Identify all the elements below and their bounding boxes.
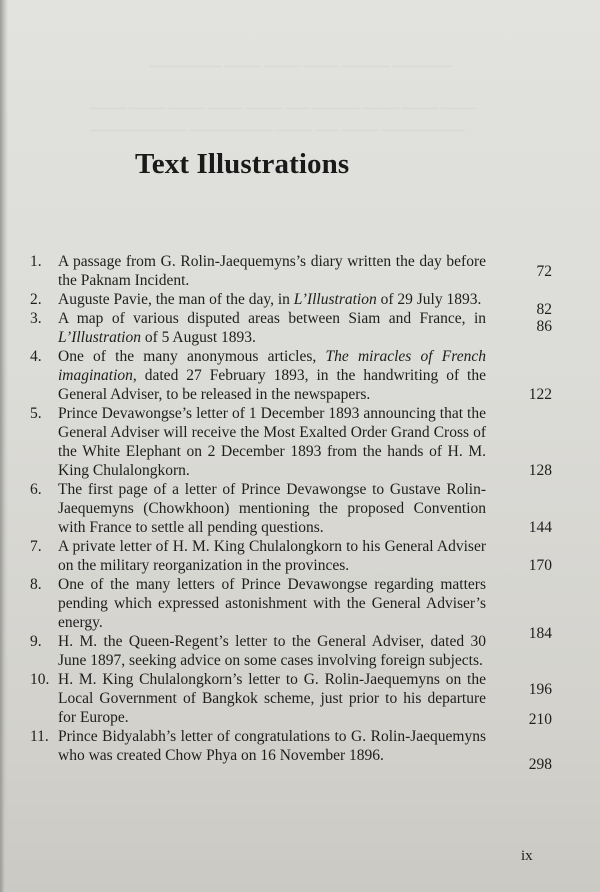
list-item (30, 670, 580, 727)
entry-number: 6. (30, 481, 42, 498)
list-item (30, 309, 580, 347)
entry-page: 170 (528, 557, 552, 574)
entry-text: Auguste Pavie, the man of the day, in L’Illustration of 29 July 1893. (58, 291, 482, 308)
entry-text: One of the many anonymous articles, The miracles of French imagination, dated 27 February 1893, in the handwriting of the General Adviser, to be released in the newspapers. (58, 348, 486, 403)
entry-text: H. M. King Chulalongkorn’s letter to G. Rolin-Jaequemyns on the Local Government of Bangkok scheme, just prior to his departure for Europe. (58, 671, 486, 726)
entry-page: 144 (528, 519, 552, 536)
entry-number: 10. (30, 671, 50, 688)
page-title: Text Illustrations (135, 148, 350, 180)
page-number: ix (521, 848, 533, 864)
entry-number: 4. (30, 348, 42, 365)
show-through-text: ——— ——— ——— ———— —— ——— ——— ——— ——— ——— (90, 100, 477, 114)
entry-number: 5. (30, 405, 42, 422)
page-binding-shadow (0, 0, 8, 892)
entry-page: 298 (528, 756, 552, 773)
list-item (30, 347, 580, 404)
entry-page: 184 (528, 625, 552, 642)
list-item (30, 727, 580, 773)
entry-page: 86 (536, 318, 552, 335)
entry-page: 122 (528, 386, 552, 403)
list-item (30, 252, 580, 290)
show-through-text: ————— ———— ——— ——— ——— —————— (150, 58, 453, 72)
entry-page: 210 (528, 711, 552, 728)
list-item (30, 404, 580, 480)
entry-page: 196 (528, 681, 552, 698)
entry-page: 72 (536, 263, 552, 280)
entry-text: Prince Bidyalabh’s letter of congratulations to G. Rolin-Jaequemyns who was created Chow Phya on 16 November 1896. (58, 728, 486, 764)
show-through-text: ——————— ——— —— ——— ——————— ———————— (90, 122, 465, 136)
entry-number: 1. (30, 253, 42, 270)
entry-text: The first page of a letter of Prince Devawongse to Gustave Rolin-Jaequemyns (Chowkhoon) mentioning the proposed Convention with France to settle all pending questions. (58, 481, 486, 536)
entry-number: 2. (30, 291, 42, 308)
entry-page: 82 (536, 301, 552, 318)
entry-text: Prince Devawongse’s letter of 1 December 1893 announcing that the General Adviser will receive the Most Exalted Order Grand Cross of the White Elephant on 2 December 1893 from the hands of H. M. King Chulalongkorn. (58, 405, 486, 479)
entry-number: 8. (30, 576, 42, 593)
entry-number: 3. (30, 310, 42, 327)
entry-number: 11. (30, 728, 49, 745)
entry-text: H. M. the Queen-Regent’s letter to the General Adviser, dated 30 June 1897, seeking advice on some cases involving foreign subjects. (58, 633, 486, 669)
list-item (30, 537, 580, 575)
entry-text: A map of various disputed areas between Siam and France, in L’Illustration of 5 August 1893. (58, 310, 486, 346)
list-item (30, 290, 580, 318)
entry-text: One of the many letters of Prince Devawongse regarding matters pending which expressed astonishment with the General Adviser’s energy. (58, 576, 486, 631)
illustrations-list (30, 252, 580, 773)
entry-number: 9. (30, 633, 42, 650)
entry-text: A passage from G. Rolin-Jaequemyns’s diary written the day before the Paknam Incident. (58, 253, 486, 289)
entry-page: 128 (528, 462, 552, 479)
entry-number: 7. (30, 538, 42, 555)
list-item (30, 480, 580, 537)
list-item (30, 575, 580, 642)
entry-text: A private letter of H. M. King Chulalongkorn to his General Adviser on the military reorganization in the provinces. (58, 538, 486, 574)
